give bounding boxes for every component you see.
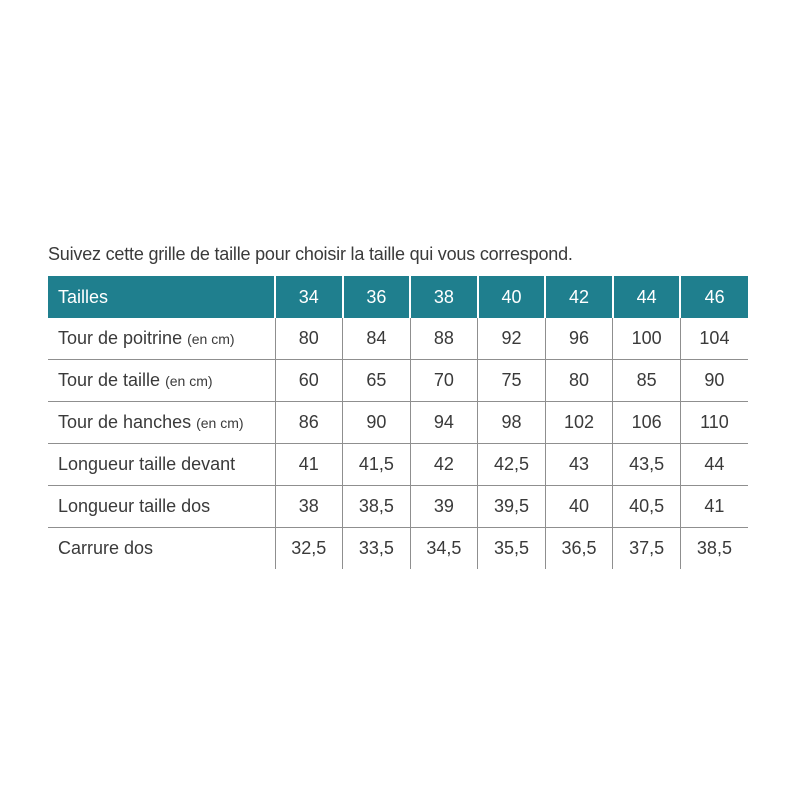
size-chart-body: [48, 318, 748, 569]
row-label: [48, 486, 275, 528]
size-header: 46: [680, 276, 748, 318]
table-cell: 38,5: [680, 528, 748, 570]
table-cell: 88: [410, 318, 478, 360]
row-label: [48, 318, 275, 360]
table-cell: 43,5: [613, 444, 681, 486]
size-header: 34: [275, 276, 343, 318]
table-cell: 38,5: [343, 486, 411, 528]
table-cell: 41: [275, 444, 343, 486]
table-row: [48, 402, 748, 444]
table-cell: 32,5: [275, 528, 343, 570]
table-cell: 90: [343, 402, 411, 444]
table-cell: 96: [545, 318, 613, 360]
size-header: 44: [613, 276, 681, 318]
measure-name: Tour de hanches: [58, 412, 192, 432]
table-cell: 38: [275, 486, 343, 528]
table-cell: 94: [410, 402, 478, 444]
table-cell: 75: [478, 360, 546, 402]
table-cell: 36,5: [545, 528, 613, 570]
row-label: [48, 402, 275, 444]
table-cell: 60: [275, 360, 343, 402]
table-cell: 98: [478, 402, 546, 444]
size-header: 36: [343, 276, 411, 318]
row-label: [48, 444, 275, 486]
table-row: [48, 318, 748, 360]
table-cell: 39: [410, 486, 478, 528]
table-cell: 43: [545, 444, 613, 486]
measure-unit: (en cm): [196, 415, 244, 431]
table-cell: 44: [680, 444, 748, 486]
table-row: [48, 486, 748, 528]
table-cell: 86: [275, 402, 343, 444]
table-cell: 33,5: [343, 528, 411, 570]
size-header: 40: [478, 276, 546, 318]
table-cell: 104: [680, 318, 748, 360]
table-row: [48, 528, 748, 570]
size-chart-header: [48, 276, 748, 318]
row-label: [48, 360, 275, 402]
measure-unit: (en cm): [165, 373, 213, 389]
row-label: [48, 528, 275, 570]
table-cell: 70: [410, 360, 478, 402]
table-cell: 34,5: [410, 528, 478, 570]
table-cell: 92: [478, 318, 546, 360]
measure-name: Tour de poitrine: [58, 328, 183, 348]
table-cell: 110: [680, 402, 748, 444]
measure-name: Longueur taille dos: [58, 496, 211, 516]
table-cell: 42,5: [478, 444, 546, 486]
table-cell: 41,5: [343, 444, 411, 486]
measure-name: Tour de taille: [58, 370, 161, 390]
table-cell: 80: [275, 318, 343, 360]
table-cell: 106: [613, 402, 681, 444]
table-cell: 37,5: [613, 528, 681, 570]
measure-name: Carrure dos: [58, 538, 154, 558]
table-cell: 85: [613, 360, 681, 402]
measure-unit: (en cm): [187, 331, 235, 347]
table-cell: 84: [343, 318, 411, 360]
table-cell: 90: [680, 360, 748, 402]
table-row: [48, 444, 748, 486]
table-cell: 102: [545, 402, 613, 444]
header-label: Tailles: [48, 276, 275, 318]
header-row: [48, 276, 748, 318]
table-cell: 42: [410, 444, 478, 486]
table-cell: 40: [545, 486, 613, 528]
size-header: 38: [410, 276, 478, 318]
size-header: 42: [545, 276, 613, 318]
table-cell: 100: [613, 318, 681, 360]
table-row: [48, 360, 748, 402]
size-chart-table: [48, 276, 748, 569]
table-cell: 35,5: [478, 528, 546, 570]
table-cell: 40,5: [613, 486, 681, 528]
table-cell: 80: [545, 360, 613, 402]
measure-name: Longueur taille devant: [58, 454, 236, 474]
table-cell: 41: [680, 486, 748, 528]
intro-text: Suivez cette grille de taille pour choisir la taille qui vous correspond.: [48, 244, 573, 264]
table-cell: 65: [343, 360, 411, 402]
table-cell: 39,5: [478, 486, 546, 528]
